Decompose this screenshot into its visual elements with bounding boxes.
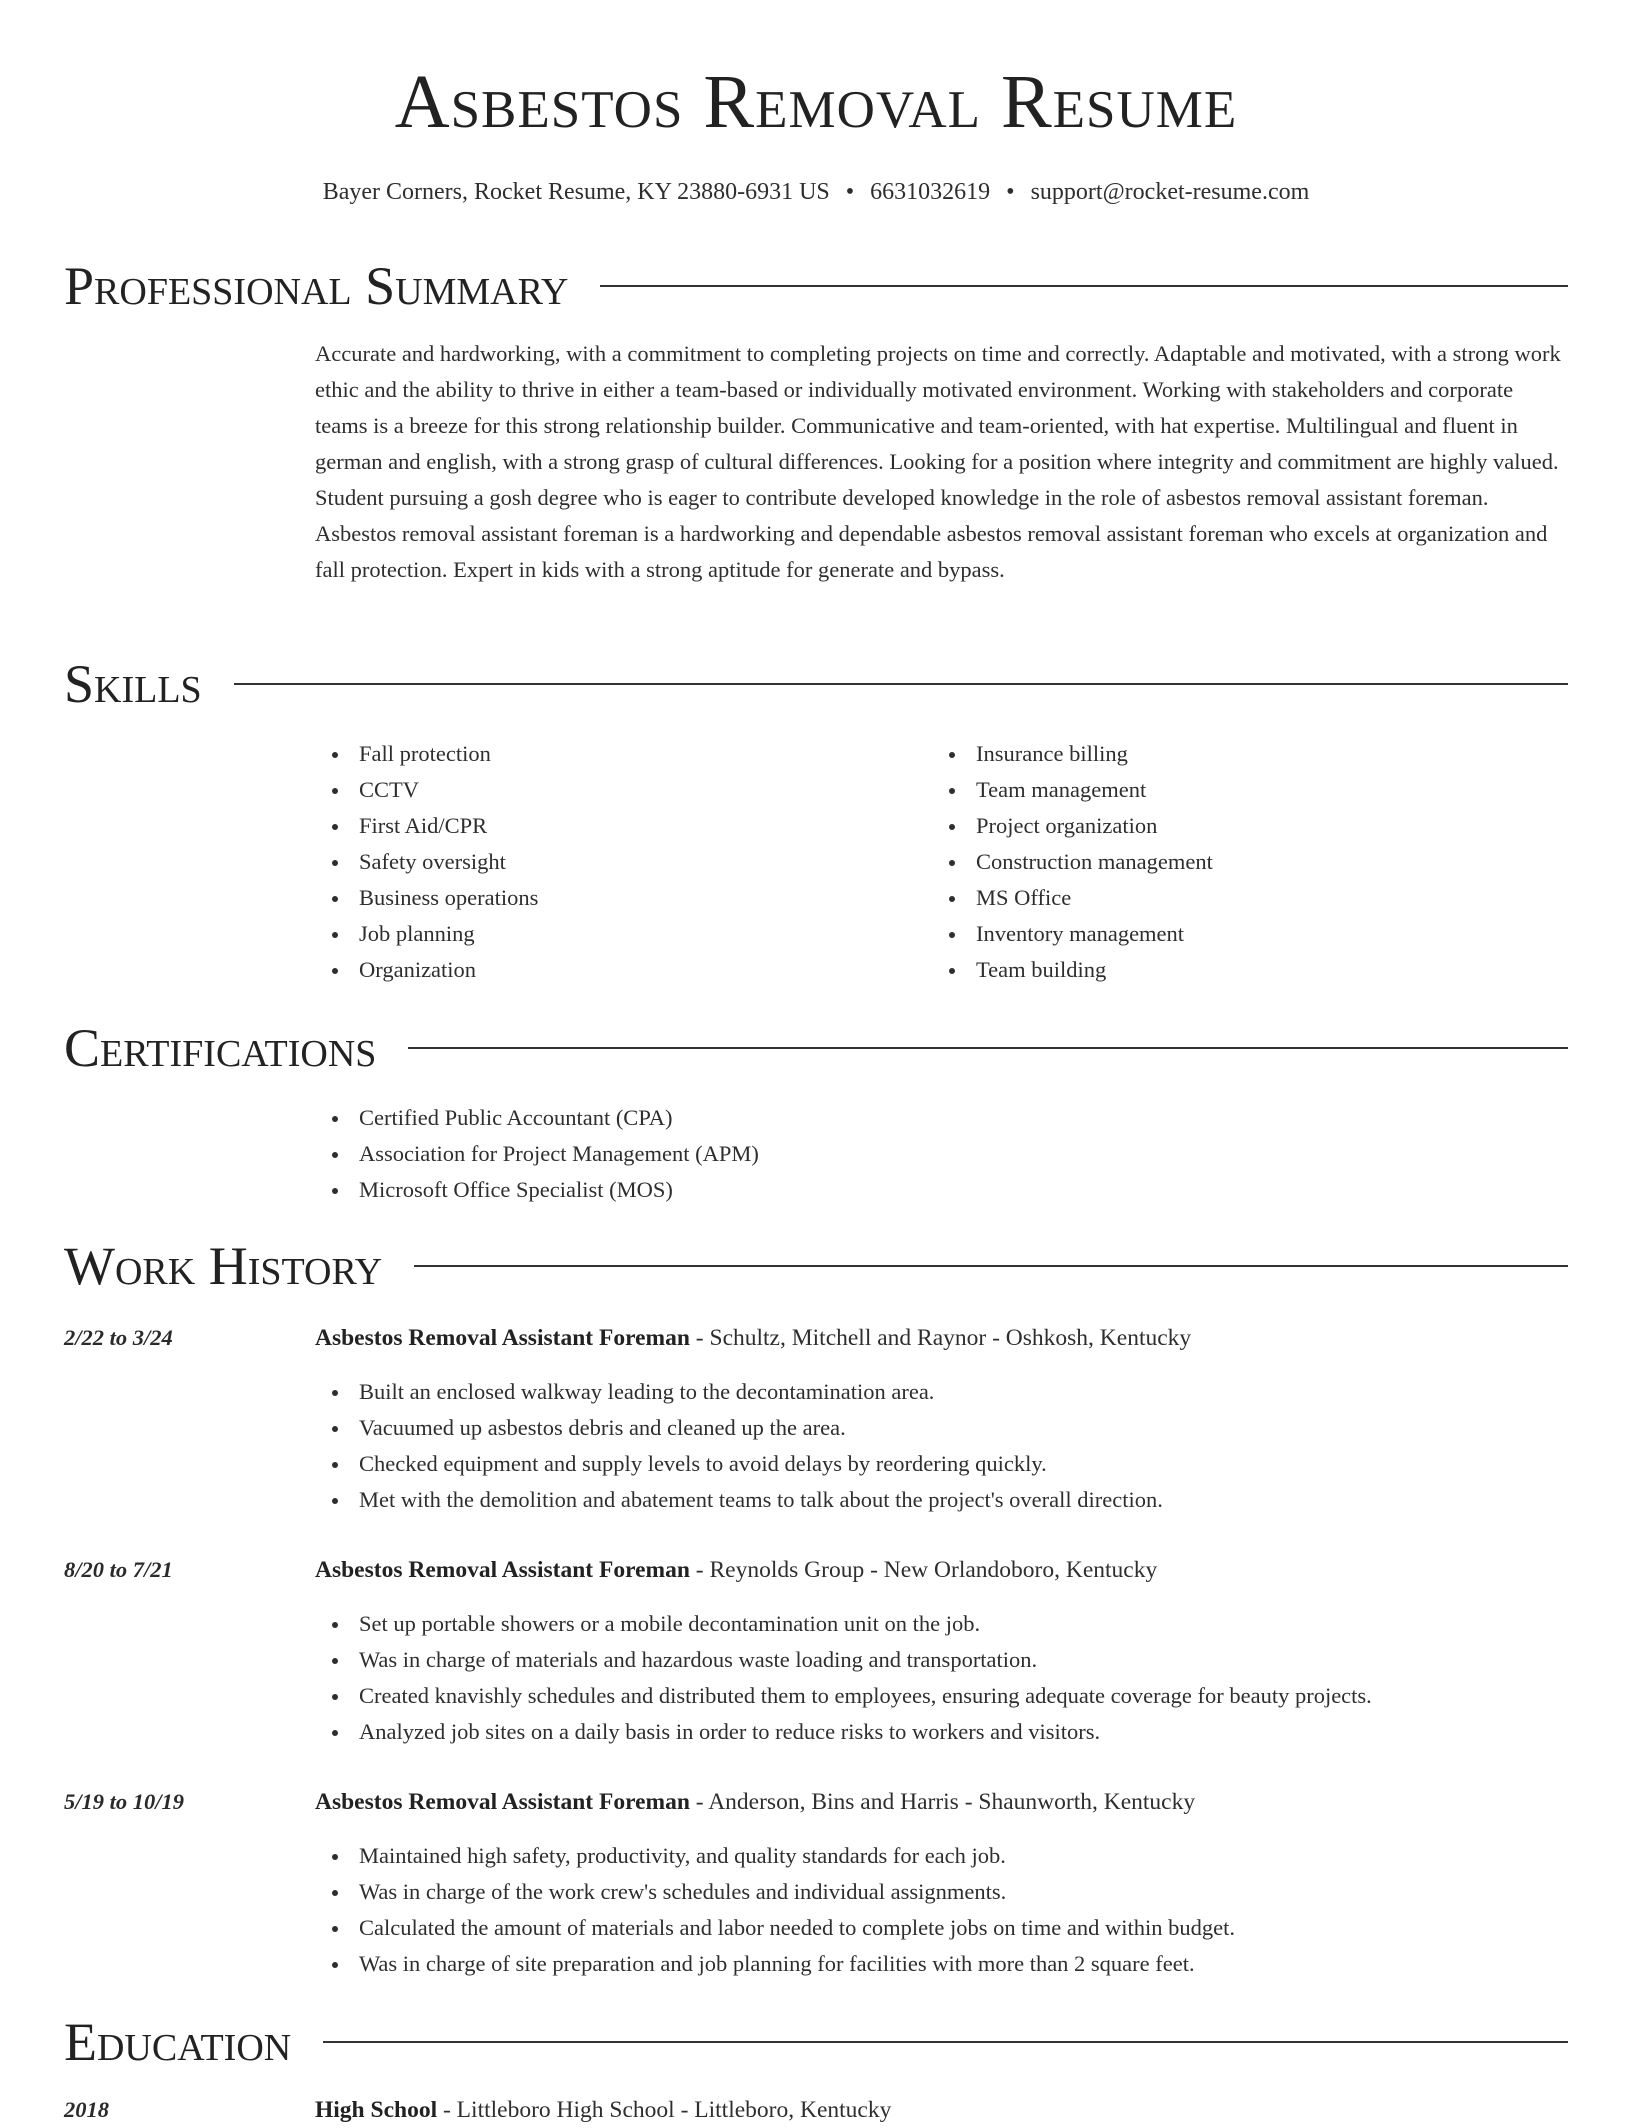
job-bullet: Maintained high safety, productivity, and quality standards for each job.: [315, 1838, 1235, 1874]
job-dates: 5/19 to 10/19: [64, 1789, 185, 1814]
job-details: - Reynolds Group - New Orlandoboro, Kentucky: [689, 1557, 1158, 1583]
skill-item: Fall protection: [315, 736, 538, 772]
contact-address: Bayer Corners, Rocket Resume, KY 23880-6931 US: [322, 179, 830, 205]
job-bullet: Analyzed job sites on a daily basis in order to reduce risks to workers and visitors.: [315, 1714, 1372, 1750]
education-details: - Littleboro High School - Littleboro, Kentucky: [437, 2097, 892, 2123]
skill-item: Inventory management: [932, 916, 1213, 952]
certification-item: Microsoft Office Specialist (MOS): [315, 1172, 759, 1208]
skills-column-right: [932, 736, 1213, 988]
skill-item: Organization: [315, 952, 538, 988]
education-degree: High School: [315, 2097, 438, 2123]
skill-item: First Aid/CPR: [315, 808, 538, 844]
job-bullet: Built an enclosed walkway leading to the decontamination area.: [315, 1374, 1163, 1410]
education-heading: [315, 2092, 891, 2128]
skill-item: Project organization: [932, 808, 1213, 844]
skill-item: Insurance billing: [932, 736, 1213, 772]
skill-item: Business operations: [315, 880, 538, 916]
education-dates: 2018: [64, 2097, 109, 2122]
section-divider: [414, 1265, 1568, 1267]
certification-item: Certified Public Accountant (CPA): [315, 1100, 759, 1136]
skill-item: Construction management: [932, 844, 1213, 880]
certification-item: Association for Project Management (APM): [315, 1136, 759, 1172]
job-bullet: Created knavishly schedules and distributed them to employees, ensuring adequate coverage for beauty projects.: [315, 1678, 1372, 1714]
job-details: - Anderson, Bins and Harris - Shaunworth, Kentucky: [689, 1789, 1196, 1815]
section-title-skills: Skills: [64, 654, 202, 714]
skill-item: Job planning: [315, 916, 538, 952]
resume-title: Asbestos Removal Resume: [394, 60, 1238, 144]
section-title-certifications: Certifications: [64, 1018, 377, 1078]
education-section-header: [64, 2012, 1568, 2072]
skills-column-left: [315, 736, 538, 988]
job-bullet: Calculated the amount of materials and labor needed to complete jobs on time and within budget.: [315, 1910, 1235, 1946]
contact-phone: 6631032619: [870, 179, 991, 205]
job-bullet: Was in charge of the work crew's schedules and individual assignments.: [315, 1874, 1235, 1910]
certifications-list: [315, 1100, 759, 1208]
section-divider: [234, 683, 1568, 685]
job-bullet: Vacuumed up asbestos debris and cleaned up the area.: [315, 1410, 1163, 1446]
contact-line: [64, 172, 1568, 212]
summary-text: Accurate and hardworking, with a commitment to completing projects on time and correctly. Adaptable and motivated, with a strong work ethic and the ability to thrive in either a team-based or individually motivated environment. Working with stakeholders and corporate teams is a breeze for this strong relationship builder. Communicative and team-oriented, with hat expertise. Multilingual and fluent in german and english, with a strong grasp of cultural differences. Looking for a position where integrity and commitment are highly valued. Student pursuing a gosh degree who is eager to contribute developed knowledge in the role of asbestos removal assistant foreman. Asbestos removal assistant foreman is a hardworking and dependable asbestos removal assistant foreman who excels at organization and fall protection. Expert in kids with a strong aptitude for generate and bypass.: [315, 341, 1561, 582]
skill-item: MS Office: [932, 880, 1213, 916]
contact-separator: •: [845, 179, 855, 205]
skills-section-header: [64, 654, 1568, 714]
job-role: Asbestos Removal Assistant Foreman: [315, 1557, 690, 1583]
job-bullet: Set up portable showers or a mobile decontamination unit on the job.: [315, 1606, 1372, 1642]
section-title-summary: Professional Summary: [64, 256, 569, 316]
skill-item: Team management: [932, 772, 1213, 808]
skill-item: Safety oversight: [315, 844, 538, 880]
job-heading: [315, 1784, 1195, 1820]
job-details: - Schultz, Mitchell and Raynor - Oshkosh, Kentucky: [689, 1325, 1192, 1351]
job-dates: 2/22 to 3/24: [64, 1325, 173, 1350]
contact-email[interactable]: support@rocket-resume.com: [1030, 179, 1310, 205]
job-bullet: Met with the demolition and abatement teams to talk about the project's overall direction.: [315, 1482, 1163, 1518]
section-divider: [600, 285, 1568, 287]
skill-item: Team building: [932, 952, 1213, 988]
job-dates: 8/20 to 7/21: [64, 1557, 173, 1582]
certifications-section-header: [64, 1018, 1568, 1078]
job-role: Asbestos Removal Assistant Foreman: [315, 1325, 690, 1351]
section-title-education: Education: [64, 2012, 292, 2072]
job-heading: [315, 1320, 1191, 1356]
job-heading: [315, 1552, 1157, 1588]
job-bullet: Was in charge of materials and hazardous waste loading and transportation.: [315, 1642, 1372, 1678]
section-divider: [408, 1047, 1568, 1049]
job-role: Asbestos Removal Assistant Foreman: [315, 1789, 690, 1815]
summary-section-header: [64, 256, 1568, 316]
section-divider: [323, 2041, 1568, 2043]
contact-separator: •: [1006, 179, 1015, 205]
skill-item: CCTV: [315, 772, 538, 808]
section-title-work: Work History: [64, 1236, 383, 1296]
job-bullet: Checked equipment and supply levels to avoid delays by reordering quickly.: [315, 1446, 1163, 1482]
work-section-header: [64, 1236, 1568, 1296]
job-bullet: Was in charge of site preparation and job planning for facilities with more than 2 square feet.: [315, 1946, 1235, 1982]
